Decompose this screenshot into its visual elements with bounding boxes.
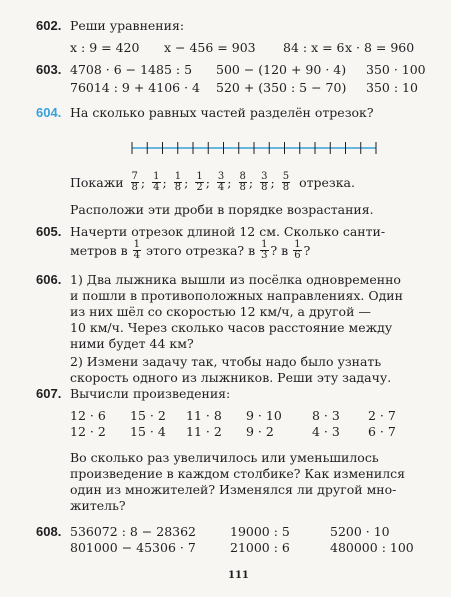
p605-text-b: этого отрезка? в <box>146 243 256 258</box>
prod-r2-c1: 12 · 2 <box>70 424 106 439</box>
p607-q-line-3: один из множителей? Изменялся ли другой мно- <box>70 482 397 497</box>
problem-605-line1: Начерти отрезок длиной 12 см. Сколько санти- <box>70 224 386 239</box>
prod-r1-c3: 11 · 8 <box>186 408 222 423</box>
p607-q-line-1: Во сколько раз увеличилось или уменьшилось <box>70 450 379 465</box>
prod-r2-c6: 6 · 7 <box>368 424 396 439</box>
fraction: $\frac{1}{2}$ <box>196 171 203 193</box>
show-suffix: отрезка. <box>299 175 355 190</box>
expr-608-r2-c1: 801000 − 45306 · 7 <box>70 540 196 555</box>
problem-602-title: Реши уравнения: <box>70 18 185 33</box>
prod-r1-c4: 9 · 10 <box>246 408 282 423</box>
fraction: $\frac{1}{4}$ <box>153 171 160 193</box>
prod-r1-c6: 2 · 7 <box>368 408 396 423</box>
fraction-separator: ; <box>227 175 232 190</box>
fraction-separator: ; <box>270 175 275 190</box>
fraction: $\frac{1}{8}$ <box>174 171 182 193</box>
prod-r2-c5: 4 · 3 <box>312 424 340 439</box>
expr-603-r2-c3: 350 : 10 <box>366 80 418 95</box>
expr-608-r2-c2: 21000 : 6 <box>230 540 290 555</box>
fraction: $\frac{3}{8}$ <box>261 171 268 193</box>
expr-608-r1-c1: 536072 : 8 − 28362 <box>70 524 197 539</box>
expr-608-r1-c3: 5200 · 10 <box>330 524 390 539</box>
p606-line-1: 1) Два лыжника вышли из посёлка одновременно <box>70 272 401 287</box>
prod-r2-c3: 11 · 2 <box>186 424 222 439</box>
fraction: $\frac{5}{8}$ <box>282 171 290 193</box>
p606-line-7: скорость одного из лыжников. Реши эту задачу. <box>70 370 392 385</box>
p606-line-2: и пошли в противоположных направлениях. Один <box>70 288 403 303</box>
problem-604-number: 604. <box>36 105 62 120</box>
prod-r1-c1: 12 · 6 <box>70 408 106 423</box>
prod-r2-c4: 9 · 2 <box>246 424 274 439</box>
equation-1: x : 9 = 420 <box>70 40 140 55</box>
fraction-separator: ; <box>140 175 146 190</box>
show-prefix: Покажи <box>70 175 124 190</box>
problem-603-number: 603. <box>36 62 62 77</box>
p606-line-5: ними будет 44 км? <box>70 336 194 351</box>
fraction-separator: ; <box>162 175 167 190</box>
problem-608-number: 608. <box>36 524 62 539</box>
problem-605-number: 605. <box>36 224 62 239</box>
problem-607-number: 607. <box>36 386 62 401</box>
fraction-separator: ; <box>184 175 189 190</box>
fraction: $\frac{7}{8}$ <box>131 171 138 193</box>
problem-605-line2 <box>70 240 310 261</box>
prod-r1-c5: 8 · 3 <box>312 408 340 423</box>
expr-608-r1-c2: 19000 : 5 <box>230 524 290 539</box>
problem-604-question: На сколько равных частей разделён отрезок? <box>70 105 374 120</box>
prod-r2-c2: 15 · 4 <box>130 424 166 439</box>
p605-text-d: ? <box>303 243 311 258</box>
equation-4: x · 8 = 960 <box>345 40 415 55</box>
problem-602-number: 602. <box>36 18 62 33</box>
p606-line-6: 2) Измени задачу так, чтобы надо было узнать <box>70 354 382 369</box>
segment-diagram <box>128 137 380 161</box>
fraction-list <box>130 172 292 193</box>
fraction-one-quarter: $\frac{1}{4}$ <box>133 239 140 261</box>
prod-r1-c2: 15 · 2 <box>130 408 166 423</box>
fraction-separator: ; <box>205 175 210 190</box>
expr-603-r2-c1: 76014 : 9 + 4106 · 4 <box>70 80 200 95</box>
fraction: $\frac{3}{4}$ <box>217 171 225 193</box>
p607-q-line-2: произведение в каждом столбике? Как изменился <box>70 466 406 481</box>
expr-603-r2-c2: 520 + (350 : 5 − 70) <box>216 80 347 95</box>
expr-603-r1-c3: 350 · 100 <box>366 62 426 77</box>
expr-603-r1-c2: 500 − (120 + 90 · 4) <box>216 62 347 77</box>
page-number: 111 <box>228 570 249 581</box>
expr-608-r2-c3: 480000 : 100 <box>330 540 414 555</box>
equation-3: 84 : x = 6 <box>283 40 345 55</box>
fraction-one-sixth: $\frac{1}{6}$ <box>294 239 301 261</box>
fractions-line <box>70 172 355 193</box>
equation-2: x − 456 = 903 <box>164 40 256 55</box>
problem-604-task2: Расположи эти дроби в порядке возрастания. <box>70 202 374 217</box>
problem-606-number: 606. <box>36 272 62 287</box>
fraction: $\frac{8}{8}$ <box>239 171 246 193</box>
problem-607-title: Вычисли произведения: <box>70 386 231 401</box>
p606-line-3: из них шёл со скоростью 12 км/ч, а другой — <box>70 304 371 319</box>
fraction-one-third: $\frac{1}{3}$ <box>261 239 268 261</box>
p605-text-a: метров в <box>70 243 128 258</box>
fraction-separator: ; <box>248 175 254 190</box>
p605-text-c: ? в <box>270 243 289 258</box>
expr-603-r1-c1: 4708 · 6 − 1485 : 5 <box>70 62 193 77</box>
p606-line-4: 10 км/ч. Через сколько часов расстояние между <box>70 320 393 335</box>
p607-q-line-4: житель? <box>70 498 126 513</box>
